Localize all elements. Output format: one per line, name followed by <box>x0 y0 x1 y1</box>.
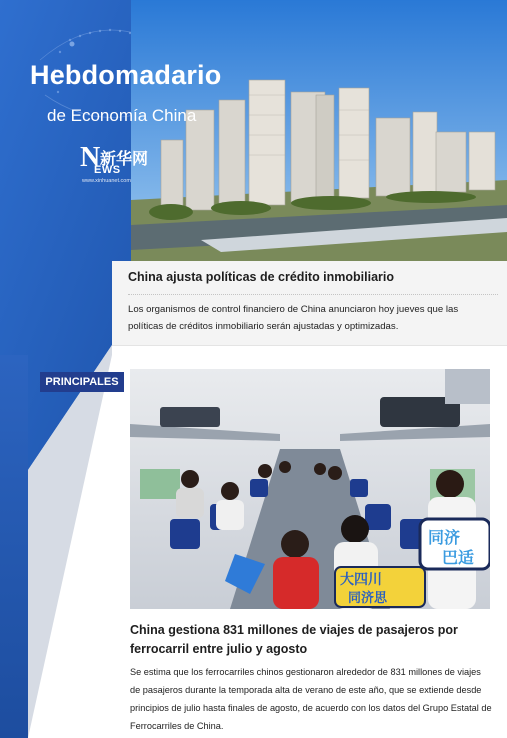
logo-ews: EWS <box>94 164 121 176</box>
sign-text-2: 巴适 <box>442 548 475 567</box>
train-photo[interactable] <box>130 369 490 609</box>
logo-mark: N <box>80 142 101 173</box>
sign-text-1: 同济 <box>428 528 461 547</box>
xinhua-logo[interactable] <box>80 142 150 188</box>
logo-chinese: 新华网 <box>100 149 149 168</box>
logo-url: www.xinhuanet.com <box>82 178 131 184</box>
sign-text-3: 大四川 <box>340 572 382 588</box>
divider <box>128 294 498 295</box>
publication-subtitle: de Economía China <box>47 106 197 125</box>
main-headline[interactable]: China gestiona 831 millones de viajes de pasajeros por ferrocarril entre julio y agosto <box>130 623 458 656</box>
section-divider <box>112 345 507 346</box>
main-summary: Se estima que los ferrocarriles chinos gestionaron alrededor de 831 millones de viajes de pasajeros durante la temporada alta de verano de este año, que se extiende desde principios de julio hasta finales de agosto, de acuerdo con los datos del Grupo Estatal de Ferrocarriles de China. <box>130 667 492 731</box>
sign-text-4: 同济思 <box>348 591 388 606</box>
section-tag: PRINCIPALES <box>40 372 124 392</box>
feature-headline[interactable]: China ajusta políticas de crédito inmobiliario <box>128 270 395 284</box>
feature-summary: Los organismos de control financiero de China anunciaron hoy jueves que las políticas de créditos inmobiliario serán ajustadas y optimizadas. <box>128 304 459 332</box>
publication-title: Hebdomadario <box>30 60 222 90</box>
